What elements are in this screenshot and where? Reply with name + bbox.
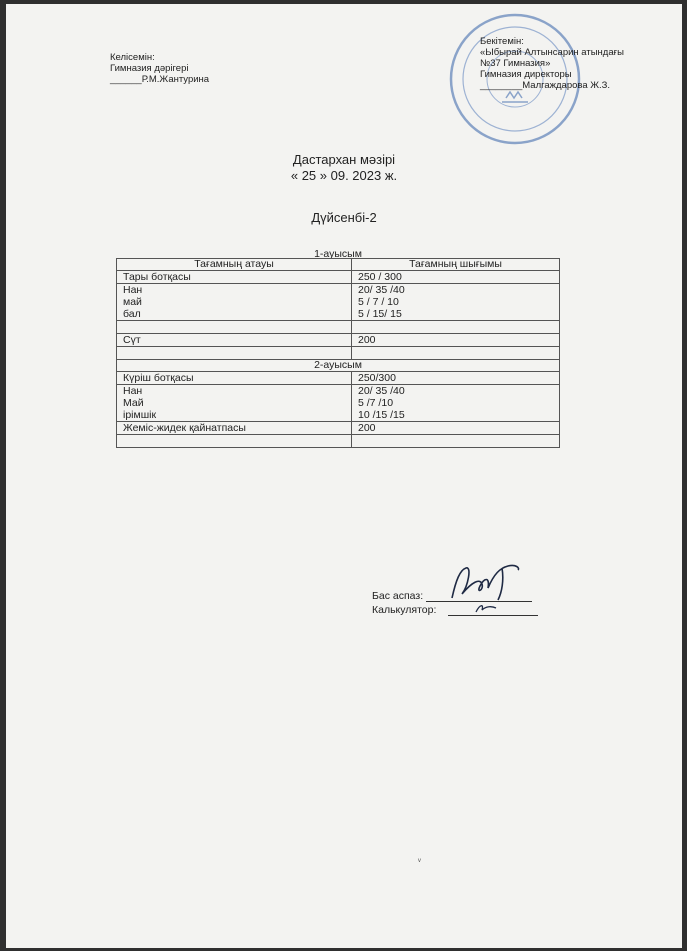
food-name-cell: [117, 284, 352, 321]
food-yield-cell-line: 20/ 35 /40: [358, 284, 405, 296]
menu-table: [116, 258, 560, 448]
food-name-cell-line: Күріш ботқасы: [123, 372, 194, 384]
table-row: [117, 360, 560, 372]
food-yield-cell-line: [358, 435, 553, 447]
food-yield-cell: [352, 334, 560, 347]
food-name-cell: [117, 347, 352, 360]
food-yield-cell: [352, 385, 560, 422]
food-yield-cell-line: [358, 321, 553, 333]
food-yield-cell-line: 10 /15 /15: [358, 409, 405, 421]
header-yield-cell: Тағамның шығымы: [352, 259, 560, 271]
food-yield-cell-line: 5 /7 /10: [358, 397, 394, 409]
approval-left-line3: ______Р.М.Жантурина: [110, 74, 210, 85]
menu-day: Дүйсенбі-2: [311, 210, 377, 225]
small-mark: ᵛ: [418, 856, 421, 866]
food-name-cell-line: ірімшік: [123, 409, 157, 421]
food-yield-cell-line: 250/300: [358, 372, 396, 384]
chef-label: Бас аспаз:: [372, 590, 424, 602]
table-row: [117, 422, 560, 435]
food-name-cell: [117, 422, 352, 435]
shift1-label: 1-ауысым: [314, 248, 362, 260]
food-name-cell-line: Нан: [123, 385, 143, 397]
food-yield-cell-line: 20/ 35 /40: [358, 385, 405, 397]
food-name-cell: [117, 334, 352, 347]
food-name-cell: [117, 321, 352, 334]
food-name-cell-line: Жеміс-жидек қайнатпасы: [123, 422, 246, 434]
food-name-cell: [117, 435, 352, 448]
approval-left-line2: Гимназия дәрігері: [110, 63, 189, 74]
chef-signature: [446, 560, 530, 604]
table-row: [117, 347, 560, 360]
food-yield-cell-line: 5 / 7 / 10: [358, 296, 399, 308]
table-row: [117, 259, 560, 271]
food-yield-cell-line: 200: [358, 334, 376, 346]
approval-right-line1: Бекітемін:: [480, 36, 524, 47]
food-name-cell-line: Сүт: [123, 334, 141, 346]
food-name-cell-line: [123, 435, 345, 447]
food-name-cell-line: май: [123, 296, 142, 308]
food-name-cell-line: [123, 347, 345, 359]
approval-left-line1: Келісемін:: [110, 52, 155, 63]
approval-right-line2: «Ыбырай Алтынсарин атындағы: [480, 47, 624, 58]
food-yield-cell-line: [358, 347, 553, 359]
header-name-cell: Тағамның атауы: [117, 259, 352, 271]
food-yield-cell-line: 200: [358, 422, 376, 434]
document-page: [6, 4, 682, 948]
food-name-cell-line: Нан: [123, 284, 143, 296]
food-yield-cell: [352, 271, 560, 284]
food-name-cell: [117, 385, 352, 422]
table-row: [117, 271, 560, 284]
food-yield-cell: [352, 422, 560, 435]
food-name-cell: [117, 372, 352, 385]
food-name-cell: [117, 271, 352, 284]
food-yield-cell-line: 5 / 15/ 15: [358, 308, 402, 320]
table-row: [117, 385, 560, 422]
food-name-cell-line: [123, 321, 345, 333]
table-row: [117, 321, 560, 334]
table-row: [117, 372, 560, 385]
food-yield-cell: [352, 372, 560, 385]
approval-right-line3: №37 Гимназия»: [480, 58, 551, 69]
food-yield-cell: [352, 347, 560, 360]
table-row: [117, 435, 560, 448]
food-name-cell-line: бал: [123, 308, 141, 320]
table-row: [117, 334, 560, 347]
approval-right-line4: Гимназия директоры: [480, 69, 572, 80]
food-yield-cell: [352, 284, 560, 321]
calculator-signature: [474, 602, 498, 616]
approval-right-line5: ________Малгаждарова Ж.З.: [480, 80, 611, 91]
approval-left: [110, 52, 209, 85]
food-yield-cell: [352, 435, 560, 448]
menu-date: « 25 » 09. 2023 ж.: [290, 168, 398, 183]
shift2-label: 2-ауысым: [117, 360, 560, 372]
menu-title: Дастархан мәзірі: [292, 152, 396, 167]
approval-right: [480, 36, 624, 91]
food-yield-cell-line: 250 / 300: [358, 271, 402, 283]
calculator-label: Калькулятор:: [372, 604, 437, 616]
table-row: [117, 284, 560, 321]
food-yield-cell: [352, 321, 560, 334]
food-name-cell-line: Май: [123, 397, 144, 409]
food-name-cell-line: Тары ботқасы: [123, 271, 191, 283]
